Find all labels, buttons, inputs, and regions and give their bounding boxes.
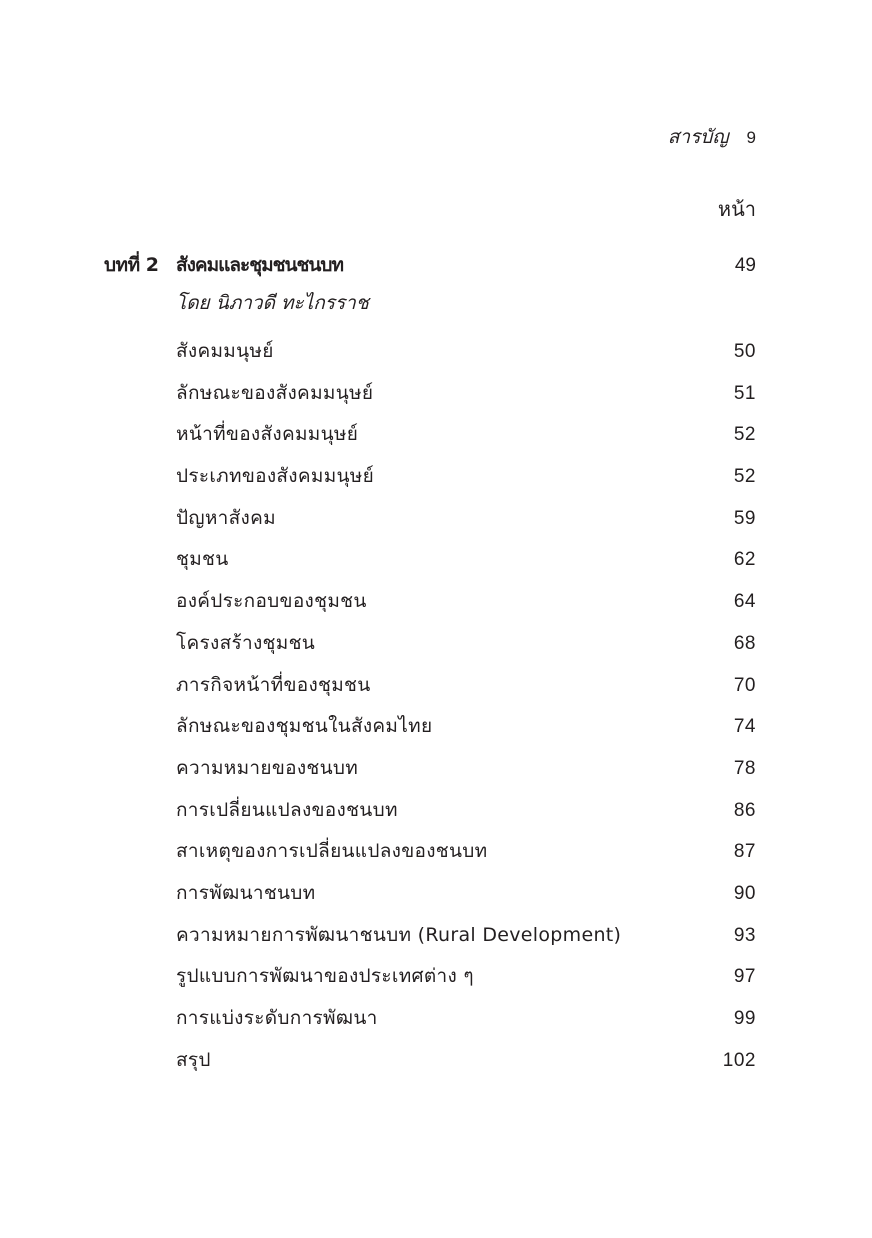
toc-entry-page: 68 — [733, 632, 756, 654]
toc-entry-page: 64 — [733, 591, 756, 613]
toc-entry-page: 90 — [733, 882, 756, 904]
toc-entry-label: ลักษณะของชุมชนในสังคมไทย — [176, 715, 433, 738]
toc-entry-label: องค์ประกอบของชุมชน — [176, 590, 367, 613]
toc-entry-label: ความหมายการพัฒนาชนบท (Rural Development) — [176, 923, 622, 946]
toc-entry-label: สังคมมนุษย์ — [176, 340, 274, 362]
toc-entry-label: ปัญหาสังคม — [176, 506, 276, 529]
toc-entry — [176, 753, 756, 795]
toc-entry — [176, 628, 756, 670]
toc-entry-page: 74 — [733, 716, 756, 738]
toc-entry-page: 50 — [733, 341, 756, 362]
chapter-page: 49 — [734, 255, 756, 276]
toc-entry — [176, 378, 756, 420]
toc-entry-label: การแบ่งระดับการพัฒนา — [176, 1007, 378, 1029]
chapter-author: โดย นิภาวดี ทะไกรราช — [176, 292, 369, 314]
toc-entry — [176, 544, 756, 586]
toc-entry-label: สรุป — [176, 1048, 211, 1071]
toc-entry — [176, 795, 756, 837]
toc-entry-page: 86 — [733, 799, 756, 821]
toc-entry-page: 97 — [733, 966, 756, 988]
toc-entry — [176, 586, 756, 628]
toc-entry-label: สาเหตุของการเปลี่ยนแปลงของชนบท — [176, 840, 488, 863]
toc-entry-label: ความหมายของชนบท — [176, 756, 359, 779]
toc-entry — [176, 878, 756, 920]
toc-entry-label: ภารกิจหน้าที่ของชุมชน — [176, 673, 371, 696]
toc-entry — [176, 336, 756, 378]
toc-list — [176, 336, 756, 1086]
chapter-title: สังคมและชุมชนชนบท — [176, 254, 343, 276]
toc-entry — [176, 961, 756, 1003]
toc-entry — [176, 711, 756, 753]
toc-entry — [176, 503, 756, 545]
toc-entry-page: 62 — [733, 549, 756, 571]
toc-entry — [176, 461, 756, 503]
toc-entry — [176, 1045, 756, 1087]
toc-entry-label: รูปแบบการพัฒนาของประเทศต่าง ๆ — [176, 965, 474, 988]
toc-entry — [176, 836, 756, 878]
running-head — [668, 122, 756, 152]
toc-entry-page: 93 — [733, 924, 756, 946]
toc-entry-page: 52 — [733, 424, 756, 446]
toc-entry-label: ชุมชน — [176, 548, 229, 571]
toc-entry-label: โครงสร้างชุมชน — [176, 631, 316, 654]
toc-entry-page: 78 — [733, 757, 756, 779]
running-head-page-number: 9 — [746, 128, 756, 147]
toc-entry — [176, 670, 756, 712]
toc-entry — [176, 920, 756, 962]
toc-entry-label: หน้าที่ของสังคมมนุษย์ — [176, 423, 359, 446]
toc-entry-page: 59 — [733, 507, 756, 529]
chapter-label: บทที่ 2 — [104, 254, 159, 276]
toc-entry — [176, 419, 756, 461]
toc-entry-page: 52 — [733, 466, 756, 488]
toc-entry-label: ลักษณะของสังคมมนุษย์ — [176, 381, 374, 404]
toc-entry — [176, 1003, 756, 1045]
toc-entry-page: 70 — [733, 674, 756, 696]
toc-entry-label: ประเภทของสังคมมนุษย์ — [176, 465, 375, 488]
running-head-title: สารบัญ — [667, 126, 729, 148]
toc-entry-page: 99 — [733, 1008, 756, 1029]
chapter-heading — [104, 250, 756, 280]
toc-entry-page: 102 — [722, 1049, 756, 1071]
page-column-label: หน้า — [717, 197, 756, 221]
toc-entry-page: 87 — [733, 841, 756, 863]
toc-entry-label: การพัฒนาชนบท — [176, 881, 316, 904]
toc-entry-page: 51 — [733, 382, 756, 404]
toc-entry-label: การเปลี่ยนแปลงของชนบท — [176, 798, 398, 821]
